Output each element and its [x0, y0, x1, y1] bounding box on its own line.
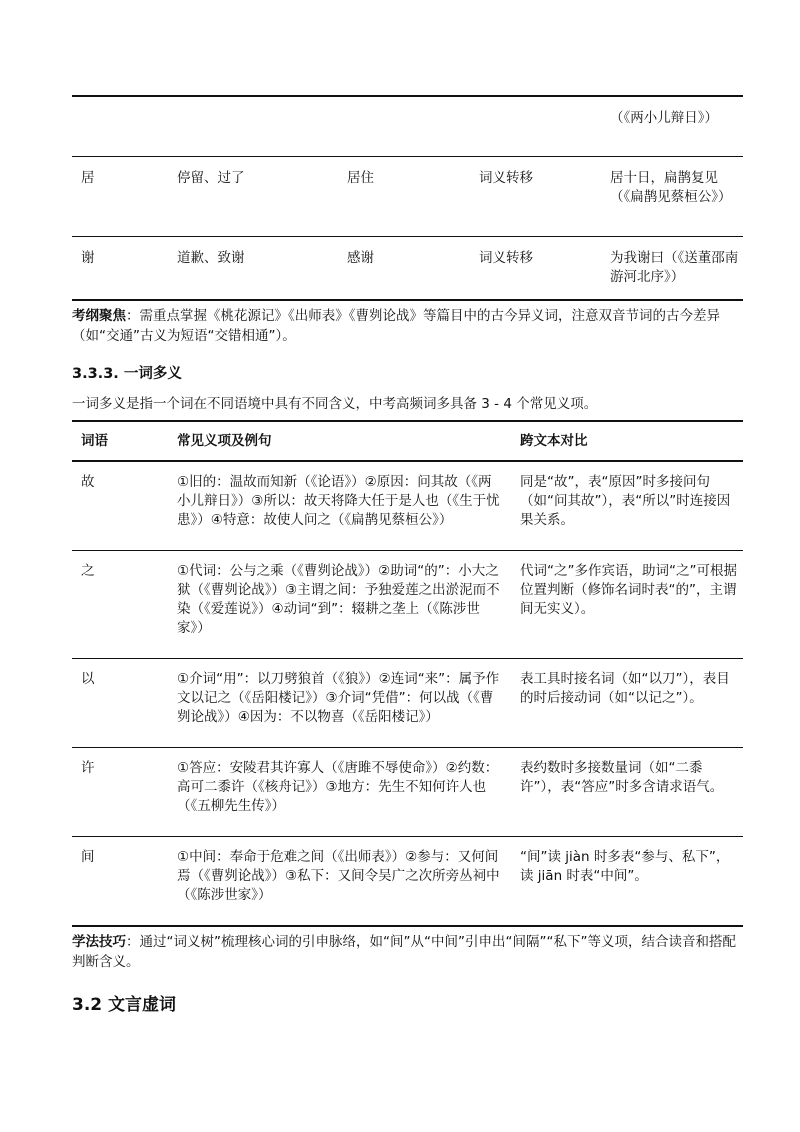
header-compare: 跨文本对比: [520, 432, 588, 449]
table-row: [72, 156, 743, 236]
compare-cell: 代词“之”多作宾语，助词“之”可根据位置判断（修饰名词时表“的”，主谓间无实义）。: [520, 562, 737, 617]
word-cell: 谢: [81, 249, 95, 266]
note-label: 考纲聚焦: [72, 307, 126, 324]
compare-cell: 表工具时接名词（如“以刀”），表目的时后接动词（如“以记之”）。: [520, 670, 730, 706]
compare-cell: “间”读 jiàn 时多表“参与、私下”，读 jiān 时表“中间”。: [520, 848, 730, 884]
compare-cell: 同是“故”，表“原因”时多接问句（如“问其故”），表“所以”时连接因果关系。: [520, 473, 731, 528]
change-type-cell: 词义转移: [479, 169, 533, 186]
exam-focus-note: [72, 306, 743, 346]
modern-meaning-cell: 居住: [347, 169, 374, 186]
table-row: [72, 461, 743, 551]
word-cell: [72, 96, 168, 156]
modern-meaning-cell: 感谢: [347, 249, 374, 266]
note-label: 学法技巧: [72, 933, 126, 950]
meanings-cell: ①代词：公与之乘（《曹刿论战》）②助词“的”：小大之狱（《曹刿论战》）③主谓之间：予独爱莲之出淤泥而不染（《爱莲说》）④动词“到”：辍耕之垄上（《陈涉世家》）: [177, 562, 500, 636]
ancient-meaning-cell: 停留、过了: [177, 169, 245, 186]
document-page: [72, 95, 743, 1015]
example-cell: 为我谢曰（《送董邵南游河北序》）: [610, 249, 739, 285]
note-text: ：通过“词义树”梳理核心词的引申脉络，如“间”从“中间”引申出“间隔”“私下”等义项，结合读音和搭配判断含义。: [72, 933, 736, 970]
modern-meaning-cell: [338, 96, 470, 156]
polysemy-table: [72, 420, 743, 927]
word-cell: 许: [81, 759, 95, 776]
ancient-meaning-cell: [168, 96, 338, 156]
next-section-heading: 3.2 文言虚词: [72, 994, 177, 1015]
example-cell: 居十日，扁鹊复见（《扁鹊见蔡桓公》）: [610, 169, 732, 205]
meanings-cell: ①介词“用”：以刀劈狼首（《狼》）②连词“来”：属予作文以记之（《岳阳楼记》）③介词“凭借”：何以战（《曹刿论战》）④因为：不以物喜（《岳阳楼记》）: [177, 670, 500, 725]
table-row: [72, 550, 743, 658]
compare-cell: 表约数时多接数量词（如“二黍许”），表“答应”时多含请求语气。: [520, 759, 724, 795]
section-heading: 3.3.3. 一词多义: [72, 365, 182, 382]
ancient-meaning-cell: 道歉、致谢: [177, 249, 245, 266]
table-header-row: [72, 421, 743, 461]
word-cell: 间: [81, 848, 95, 865]
change-type-cell: 词义转移: [479, 249, 533, 266]
change-type-cell: [470, 96, 610, 156]
word-cell: 之: [81, 562, 95, 579]
meanings-cell: ①中间：奉命于危难之间（《出师表》）②参与：又何间焉（《曹刿论战》）③私下：又间令吴广之次所旁丛祠中（《陈涉世家》）: [177, 848, 500, 903]
header-word: 词语: [81, 432, 108, 449]
table-row: [72, 236, 743, 300]
word-cell: 居: [81, 169, 95, 186]
meanings-cell: ①旧的：温故而知新（《论语》）②原因：问其故（《两小儿辩日》）③所以：故天将降大任于是人也（《生于忧患》）④特意：故使人问之（《扁鹊见蔡桓公》）: [177, 473, 500, 528]
note-text: ：需重点掌握《桃花源记》《出师表》《曹刿论战》等篇目中的古今异义词，注意双音节词的古今差异（如“交通”古义为短语“交错相通”）。: [72, 307, 720, 344]
example-cell: （《两小儿辩日》）: [610, 110, 718, 126]
section-intro: 一词多义是指一个词在不同语境中具有不同含义，中考高频词多具备 3 - 4 个常见义项。: [72, 395, 598, 412]
table-row: [72, 96, 743, 156]
study-tip-note: [72, 932, 743, 972]
meanings-cell: ①答应：安陵君其许寡人（《唐雎不辱使命》）②约数：高可二黍许（《核舟记》）③地方：先生不知何许人也（《五柳先生传》）: [177, 759, 499, 814]
header-meanings: 常见义项及例句: [177, 432, 272, 449]
table-row: [72, 658, 743, 747]
table-row: [72, 747, 743, 836]
word-cell: 以: [81, 670, 95, 687]
ancient-modern-table: [72, 95, 743, 301]
word-cell: 故: [81, 473, 95, 490]
table-row: [72, 836, 743, 926]
